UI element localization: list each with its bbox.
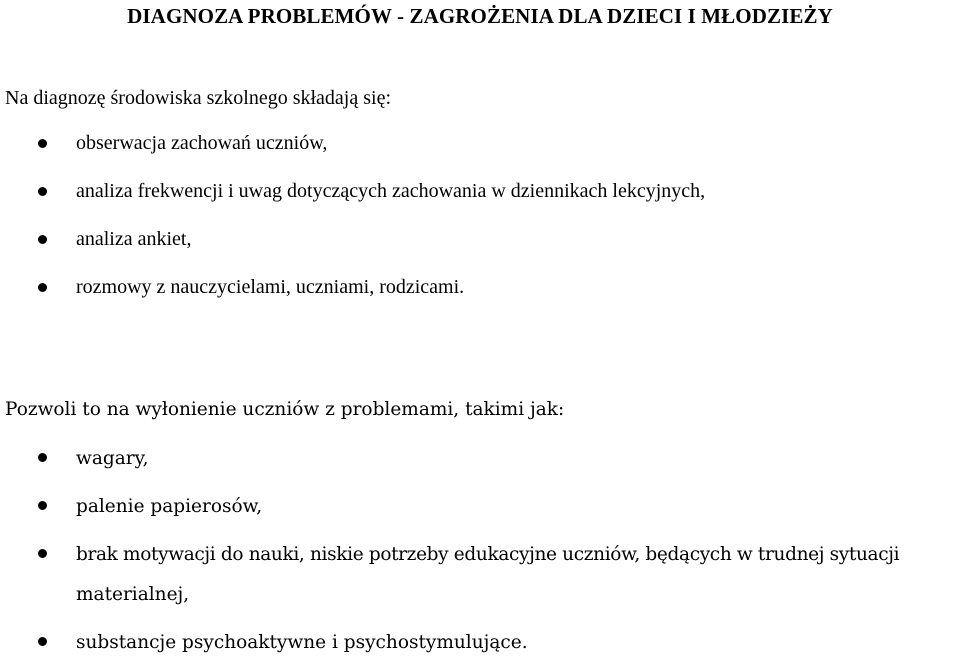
list-item — [0, 127, 705, 175]
bullet-icon — [38, 549, 47, 558]
list-item-text: brak motywacji do nauki, niskie potrzeby edukacyjne uczniów, będących w trudnej sytuacji — [76, 544, 900, 565]
bullet-icon — [38, 235, 47, 244]
bullet-icon — [38, 637, 47, 646]
bullet-icon — [38, 187, 47, 196]
list-item — [0, 487, 899, 527]
document-title: DIAGNOZA PROBLEMÓW - ZAGROŻENIA DLA DZIECI I MŁODZIEŻY — [127, 4, 833, 28]
list-item-continuation — [0, 575, 899, 615]
problems-list — [0, 439, 899, 663]
list-item-text: palenie papierosów, — [76, 496, 263, 517]
list-item — [0, 439, 899, 479]
diagnosis-intro: Na diagnozę środowiska szkolnego składają się: — [5, 87, 392, 109]
list-item-text: rozmowy z nauczycielami, uczniami, rodzicami. — [76, 276, 465, 298]
list-item — [0, 271, 705, 319]
list-item-text: substancje psychoaktywne i psychostymulujące. — [76, 632, 528, 653]
list-item-text: analiza frekwencji i uwag dotyczących zachowania w dziennikach lekcyjnych, — [76, 180, 706, 202]
list-item-text: wagary, — [76, 448, 149, 469]
diagnosis-list — [0, 127, 705, 319]
list-item-text: analiza ankiet, — [76, 228, 192, 250]
problems-intro: Pozwoli to na wyłonienie uczniów z problemami, takimi jak: — [5, 399, 565, 420]
list-item-text: materialnej, — [76, 584, 190, 605]
bullet-icon — [38, 501, 47, 510]
bullet-icon — [38, 283, 47, 292]
list-item — [0, 623, 899, 663]
list-item — [0, 223, 705, 271]
bullet-icon — [38, 139, 47, 148]
list-item-text: obserwacja zachowań uczniów, — [76, 132, 328, 154]
bullet-icon — [38, 453, 47, 462]
list-item — [0, 535, 899, 575]
list-item — [0, 175, 705, 223]
